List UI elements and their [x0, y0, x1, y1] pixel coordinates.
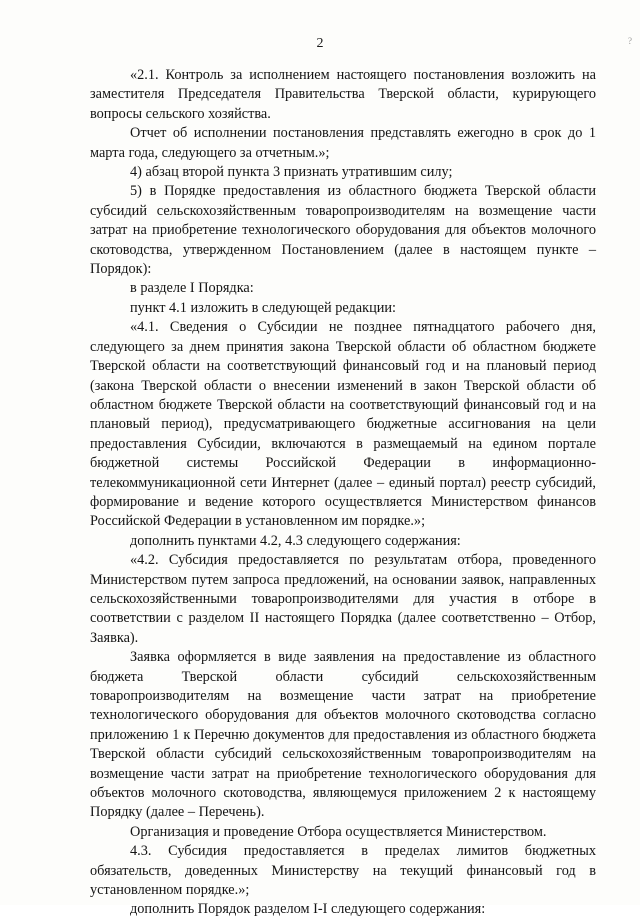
corner-mark: ?: [628, 36, 632, 46]
paragraph-application: Заявка оформляется в виде заявления на предоставление из областного бюджета Тверской области субсидий сельскохозяйственным товаропроизводителям на возмещение части затрат на приобретение технологического оборудования для объектов молочного скотоводства согласно приложению 1 к Перечню документов для предоставления из областного бюджета Тверской области субсидий сельскохозяйственным товаропроизводителям на возмещение части затрат на приобретение технологического оборудования для объектов молочного скотоводства, являющемуся приложением 2 к настоящему Порядку (далее – Перечень).: [90, 649, 596, 821]
paragraph-add-4-2-4-3: дополнить пунктами 4.2, 4.3 следующего содержания:: [130, 532, 461, 549]
document-body: [90, 66, 596, 920]
paragraph-clause-4-1-intro: пункт 4.1 изложить в следующей редакции:: [130, 299, 397, 316]
paragraph-section-1: в разделе I Порядка:: [130, 280, 254, 297]
paragraph-clause-4-2: «4.2. Субсидия предоставляется по результатам отбора, проведенного Министерством путем запроса предложений, на основании заявок, направленных сельскохозяйственными товаропроизводителями для участия в отборе в соответствии с разделом II настоящего Порядка (далее соответственно – Отбор, Заявка).: [90, 552, 596, 646]
paragraph-2-1-control: «2.1. Контроль за исполнением настоящего постановления возложить на заместителя Председателя Правительства Тверской области, курирующего вопросы сельского хозяйства.: [90, 67, 596, 122]
paragraph-clause-4-1: «4.1. Сведения о Субсидии не позднее пятнадцатого рабочего дня, следующего за днем принятия закона Тверской области об областном бюджете Тверской области на соответствующий финансовый год и на плановый период (закона Тверской области о внесении изменений в закон Тверской области об областном бюджете Тверской области на соответствующий финансовый год и на плановый период), предусматривающего бюджетные ассигнования на цели предоставления Субсидии, включаются в размещаемый на едином портале бюджетной системы Российской Федерации в информационно-телекоммуникационной сети Интернет (далее – единый портал) реестр субсидий, формирование и ведение которого осуществляется Министерством финансов Российской Федерации в установленном им порядке.»;: [90, 319, 596, 530]
paragraph-organization: Организация и проведение Отбора осуществляется Министерством.: [130, 823, 547, 840]
paragraph-add-section: дополнить Порядок разделом I-I следующего содержания:: [130, 901, 486, 918]
page-number: 2: [316, 36, 324, 51]
paragraph-report: Отчет об исполнении постановления представлять ежегодно в срок до 1 марта года, следующего за отчетным.»;: [90, 125, 596, 161]
paragraph-item-4: 4) абзац второй пункта 3 признать утратившим силу;: [130, 164, 453, 181]
paragraph-clause-4-3: 4.3. Субсидия предоставляется в пределах лимитов бюджетных обязательств, доведенных Министерству на текущий финансовый год в установленном порядке.»;: [90, 843, 596, 899]
paragraph-item-5: 5) в Порядке предоставления из областного бюджета Тверской области субсидий сельскохозяйственным товаропроизводителям на возмещение части затрат на приобретение технологического оборудования для объектов молочного скотоводства, утвержденном Постановлением (далее в настоящем пункте – Порядок):: [90, 183, 596, 278]
